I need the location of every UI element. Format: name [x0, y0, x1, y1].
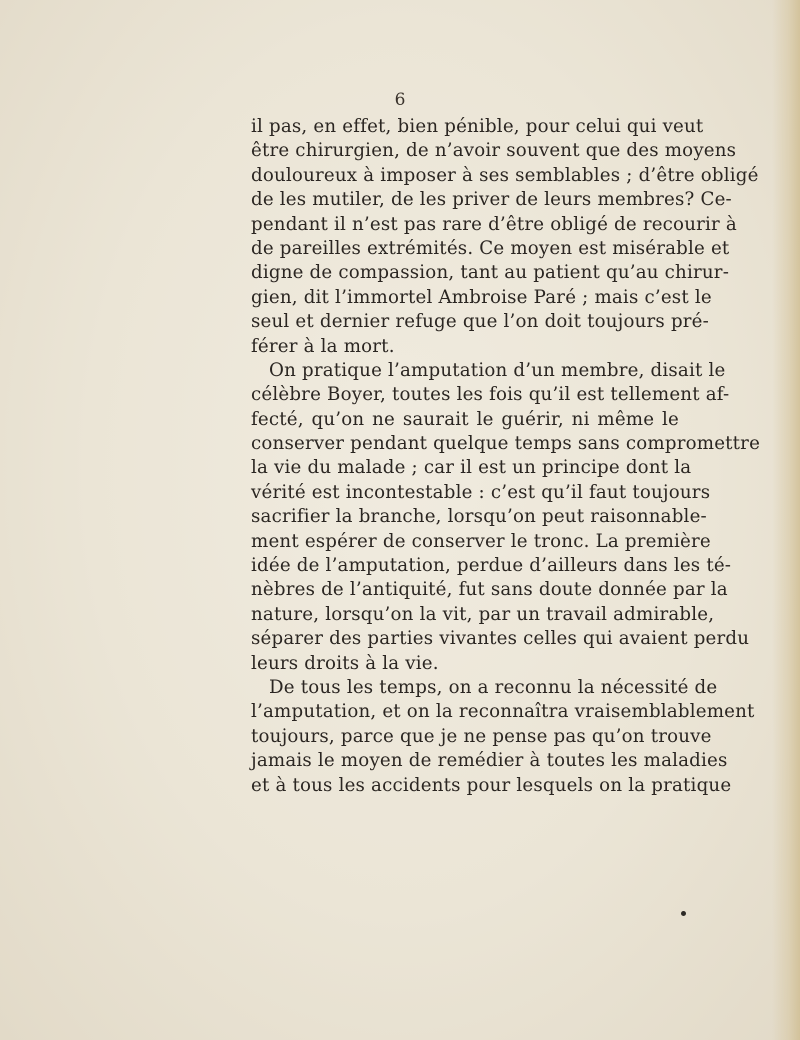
- text-line: la vie du malade ; car il est un principe dont la: [251, 457, 692, 479]
- text-line: l’amputation, et on la reconnaîtra vraisemblablement: [251, 701, 755, 723]
- text-line: férer à la mort.: [251, 335, 395, 357]
- text-line: jamais le moyen de remédier à toutes les maladies: [251, 750, 728, 772]
- text-line: et à tous les accidents pour lesquels on la pratique: [251, 774, 732, 796]
- text-line: leurs droits à la vie.: [251, 652, 439, 674]
- text-line: il pas, en effet, bien pénible, pour celui qui veut: [251, 116, 704, 137]
- text-line: vérité est incontestable : c’est qu’il faut toujours: [251, 481, 711, 503]
- text-line: séparer des parties vivantes celles qui avaient perdu: [251, 628, 750, 650]
- text-line: idée de l’amputation, perdue d’ailleurs dans les té-: [251, 555, 732, 577]
- text-line: fecté, qu’on ne saurait le guérir, ni même le: [251, 408, 679, 430]
- text-line: On pratique l’amputation d’un membre, disait le: [269, 359, 726, 381]
- text-line: pendant il n’est pas rare d’être obligé de recourir à: [251, 213, 737, 235]
- text-line: célèbre Boyer, toutes les fois qu’il est tellement af-: [251, 384, 730, 406]
- text-line: gien, dit l’immortel Ambroise Paré ; mais c’est le: [251, 286, 712, 308]
- text-line: de pareilles extrémités. Ce moyen est misérable et: [251, 237, 730, 259]
- page-number: 6: [394, 90, 406, 110]
- text-line: seul et dernier refuge que l’on doit toujours pré-: [251, 311, 709, 333]
- text-line: toujours, parce que je ne pense pas qu’on trouve: [251, 725, 712, 747]
- text-line: ment espérer de conserver le tronc. La première: [251, 530, 711, 552]
- body-text: [251, 115, 761, 798]
- text-line: douloureux à imposer à ses semblables ; d’être obligé: [251, 164, 759, 186]
- text-line: nature, lorsqu’on la vit, par un travail admirable,: [251, 603, 715, 625]
- page-edge-shadow: [772, 0, 800, 1040]
- text-line: être chirurgien, de n’avoir souvent que des moyens: [251, 140, 737, 162]
- text-line: digne de compassion, tant au patient qu’au chirur-: [251, 262, 730, 284]
- text-line: de les mutiler, de les priver de leurs membres? Ce-: [251, 189, 732, 211]
- text-line: sacrifier la branche, lorsqu’on peut raisonnable-: [251, 506, 707, 528]
- ink-speck: [681, 911, 686, 916]
- text-line: nèbres de l’antiquité, fut sans doute donnée par la: [251, 579, 728, 601]
- text-line: De tous les temps, on a reconnu la nécessité de: [269, 676, 718, 698]
- text-line: conserver pendant quelque temps sans compromettre: [251, 433, 761, 455]
